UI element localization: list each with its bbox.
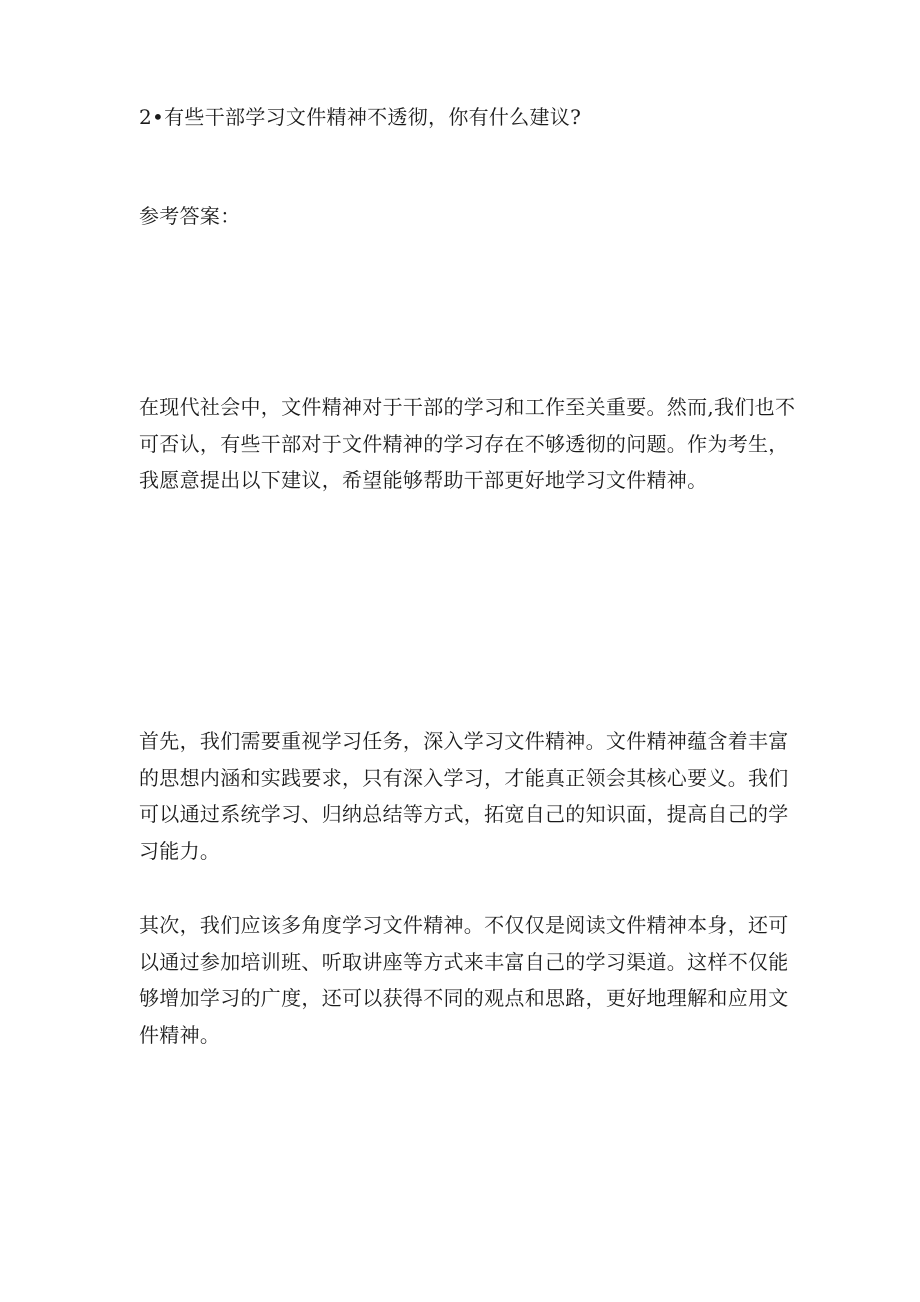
paragraph-first: 首先，我们需要重视学习任务，深入学习文件精神。文件精神蕴含着丰富的思想内涵和实践要求，只有深入学习，才能真正领会其核心要义。我们可以通过系统学习、归纳总结等方式，拓宽自己的知识面，提高自己的学习能力。 <box>139 729 789 863</box>
answer-label: 参考答案： <box>139 204 241 228</box>
paragraph-intro: 在现代社会中，文件精神对于干部的学习和工作至关重要。然而,我们也不可否认，有些干部对于文件精神的学习存在不够透彻的问题。作为考生，我愿意提出以下建议，希望能够帮助干部更好地学习文件精神。 <box>139 395 796 492</box>
paragraph-second: 其次，我们应该多角度学习文件精神。不仅仅是阅读文件精神本身，还可以通过参加培训班、听取讲座等方式来丰富自己的学习渠道。这样不仅能够增加学习的广度，还可以获得不同的观点和思路，更好地理解和应用文件精神。 <box>139 913 789 1047</box>
question-heading: 2•有些干部学习文件精神不透彻，你有什么建议? <box>139 105 582 129</box>
